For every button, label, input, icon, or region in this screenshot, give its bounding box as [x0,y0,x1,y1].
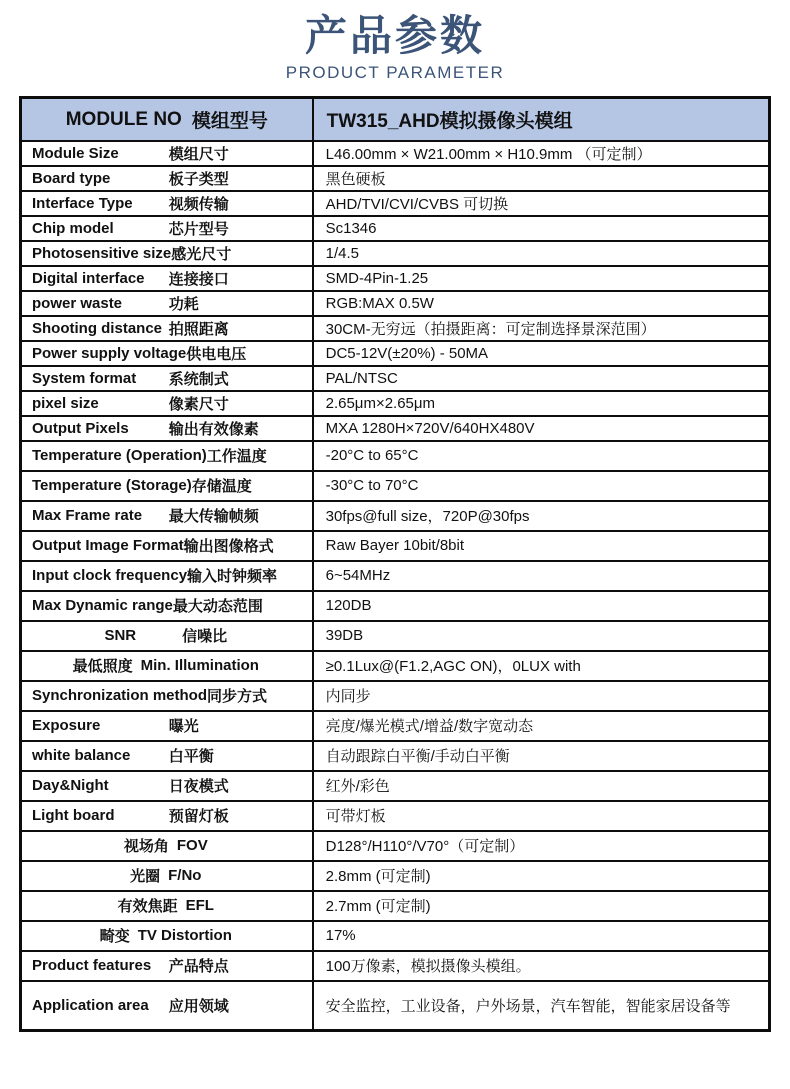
row-label [22,367,312,390]
row-label-zh: FOV [176,837,208,855]
table-row [21,711,770,741]
row-label-en: Day&Night [32,777,109,795]
row-label [22,142,312,165]
table-row [21,801,770,831]
row-label-zh: F/No [168,867,202,885]
row-label [22,804,312,827]
table-row [21,416,770,441]
row-label-en: System format [32,369,137,387]
row-label-zh: 工作温度 [206,448,267,466]
row-value: RGB:MAX 0.5W [325,294,434,312]
row-label [22,444,312,467]
page-title: 产品参数 [304,12,485,59]
row-label-zh: 视频传输 [168,195,229,213]
table-row [21,951,770,981]
row-label-en: 视场角 [123,838,169,856]
row-value: 120DB [325,597,372,615]
page-subtitle: PRODUCT PARAMETER [285,63,505,83]
row-label-zh: 输入时钟频率 [187,568,278,586]
row-label-zh: 存储温度 [191,478,252,496]
row-label [22,564,312,587]
row-label-en: Application area [32,997,149,1015]
spec-table-body [21,98,770,1031]
table-row [21,141,770,166]
row-value: 1/4.5 [325,244,359,262]
row-value: 内同步 [325,688,371,706]
row-value: 亮度/爆光模式/增益/数字宽动态 [325,718,534,736]
table-row [21,921,770,951]
table-row [21,981,770,1031]
row-label-en: Product features [32,957,152,975]
row-label-en: Light board [32,807,115,825]
row-value: 黑色硬板 [325,170,386,188]
row-label-zh: 芯片型号 [168,220,229,238]
row-value: 30CM-无穷远（拍摄距离：可定制选择景深范围） [325,320,656,338]
table-row [21,681,770,711]
row-label-en: Max Frame rate [32,507,143,525]
row-label-zh: 产品特点 [168,958,229,976]
row-label-zh: 连接接口 [168,270,229,288]
table-row [21,291,770,316]
row-value: AHD/TVI/CVI/CVBS 可切换 [325,195,509,213]
row-value: 红外/彩色 [325,778,390,796]
row-label-zh: 最大传输帧频 [168,508,259,526]
row-label-zh: 模组尺寸 [168,145,229,163]
row-value: Raw Bayer 10bit/8bit [325,537,465,555]
row-label-zh: 日夜模式 [168,778,229,796]
row-label-zh: 最大动态范围 [172,598,263,616]
header-label [22,106,312,133]
table-row [21,651,770,681]
table-row [21,741,770,771]
header-label-zh: 模组型号 [191,111,268,133]
row-label-zh: 像素尺寸 [168,395,229,413]
row-label-zh: 同步方式 [207,688,268,706]
title-block [0,0,790,83]
row-label-zh: 信噪比 [182,628,228,646]
table-row [21,831,770,861]
row-label-en: 最低照度 [72,658,133,676]
row-label [22,834,312,857]
table-row [21,391,770,416]
table-row [21,591,770,621]
row-label [22,417,312,440]
row-label [22,954,312,977]
table-header-row [21,98,770,141]
row-value: PAL/NTSC [325,369,398,387]
row-label-en: white balance [32,747,131,765]
row-label-zh: 输出图像格式 [183,538,274,556]
table-row [21,861,770,891]
row-label [22,654,312,677]
row-value: MXA 1280H×720V/640HX480V [325,419,535,437]
table-row [21,266,770,291]
row-label [22,392,312,415]
row-label [22,192,312,215]
row-label-zh: 白平衡 [168,748,214,766]
row-label [22,714,312,737]
table-row [21,216,770,241]
row-label-en: Interface Type [32,194,133,212]
row-label-en: Temperature (Operation) [32,447,207,465]
header-label-en: MODULE NO [65,108,182,130]
row-label-en: power waste [32,294,123,312]
row-value: 39DB [325,627,364,645]
row-label [22,684,312,707]
row-label [22,774,312,797]
row-value: 6~54MHz [325,567,391,585]
table-row [21,561,770,591]
row-label-en: Exposure [32,717,101,735]
row-label [22,534,312,557]
row-label-en: Chip model [32,219,114,237]
row-label-zh: 曝光 [168,718,199,736]
table-row [21,191,770,216]
row-label-en: Max Dynamic range [32,597,173,615]
row-label [22,167,312,190]
row-label-en: SNR [104,627,137,645]
row-label [22,242,312,265]
row-value: DC5-12V(±20%) - 50MA [325,344,489,362]
row-value: 17% [325,927,356,945]
row-value: 100万像素，模拟摄像头模组。 [325,958,531,976]
row-value: 可带灯板 [325,808,386,826]
row-label-zh: 供电电压 [186,345,247,363]
row-label-en: pixel size [32,394,99,412]
table-row [21,366,770,391]
row-value: -20°C to 65°C [325,447,419,465]
row-label-zh: TV Distortion [137,927,232,945]
row-label-en: Output Pixels [32,419,129,437]
row-label-zh: EFL [185,897,214,915]
row-label-en: Board type [32,169,111,187]
row-label-en: Output Image Format [32,537,184,555]
row-label-zh: 输出有效像素 [168,420,259,438]
row-label-en: Power supply voltage [32,344,187,362]
row-label [22,894,312,917]
table-row [21,891,770,921]
row-label-en: Synchronization method [32,687,208,705]
row-value: 2.8mm (可定制) [325,868,431,886]
row-label-en: 有效焦距 [117,898,178,916]
row-label-zh: 预留灯板 [168,808,229,826]
row-label-en: 畸变 [99,928,130,946]
row-label-zh: 应用领域 [168,998,229,1016]
table-row [21,771,770,801]
spec-table [19,96,771,1032]
row-label-en: Module Size [32,144,119,162]
row-label [22,317,312,340]
row-value: 30fps@full size，720P@30fps [325,508,530,526]
row-label [22,342,312,365]
table-row [21,241,770,266]
row-label-en: Photosensitive size [32,244,172,262]
row-label [22,994,312,1017]
row-value: ≥0.1Lux@(F1.2,AGC ON)，0LUX with [325,658,581,676]
row-label-zh: Min. Illumination [140,657,259,675]
row-label [22,504,312,527]
row-label [22,217,312,240]
row-value: 自动跟踪白平衡/手动白平衡 [325,748,510,766]
row-label-en: Input clock frequency [32,567,188,585]
table-row [21,341,770,366]
row-label-zh: 功耗 [168,295,199,313]
row-label [22,624,312,647]
row-value: 2.7mm (可定制) [325,898,431,916]
table-row [21,471,770,501]
row-label [22,292,312,315]
row-label [22,924,312,947]
row-value: -30°C to 70°C [325,477,419,495]
row-label-en: Temperature (Storage) [32,477,192,495]
row-label-en: Shooting distance [32,319,163,337]
row-value: L46.00mm × W21.00mm × H10.9mm （可定制） [325,145,652,163]
table-row [21,501,770,531]
row-label-en: 光圈 [130,868,161,886]
table-row [21,166,770,191]
row-value: SMD-4Pin-1.25 [325,269,429,287]
row-label [22,267,312,290]
table-row [21,621,770,651]
row-label-zh: 系统制式 [168,370,229,388]
row-label-en: Digital interface [32,269,145,287]
row-label-zh: 板子类型 [168,170,229,188]
row-label [22,864,312,887]
row-value: D128°/H110°/V70°（可定制） [325,838,525,856]
row-label-zh: 拍照距离 [168,320,229,338]
row-value: 2.65μm×2.65μm [325,394,436,412]
row-label-zh: 感光尺寸 [171,245,232,263]
table-row [21,531,770,561]
row-label [22,744,312,767]
table-row [21,441,770,471]
row-label [22,474,312,497]
header-value: TW315_AHD模拟摄像头模组 [326,111,573,133]
row-label [22,594,312,617]
row-value: 安全监控，工业设备，户外场景，汽车智能，智能家居设备等 [325,998,731,1016]
row-value: Sc1346 [325,219,377,237]
table-row [21,316,770,341]
